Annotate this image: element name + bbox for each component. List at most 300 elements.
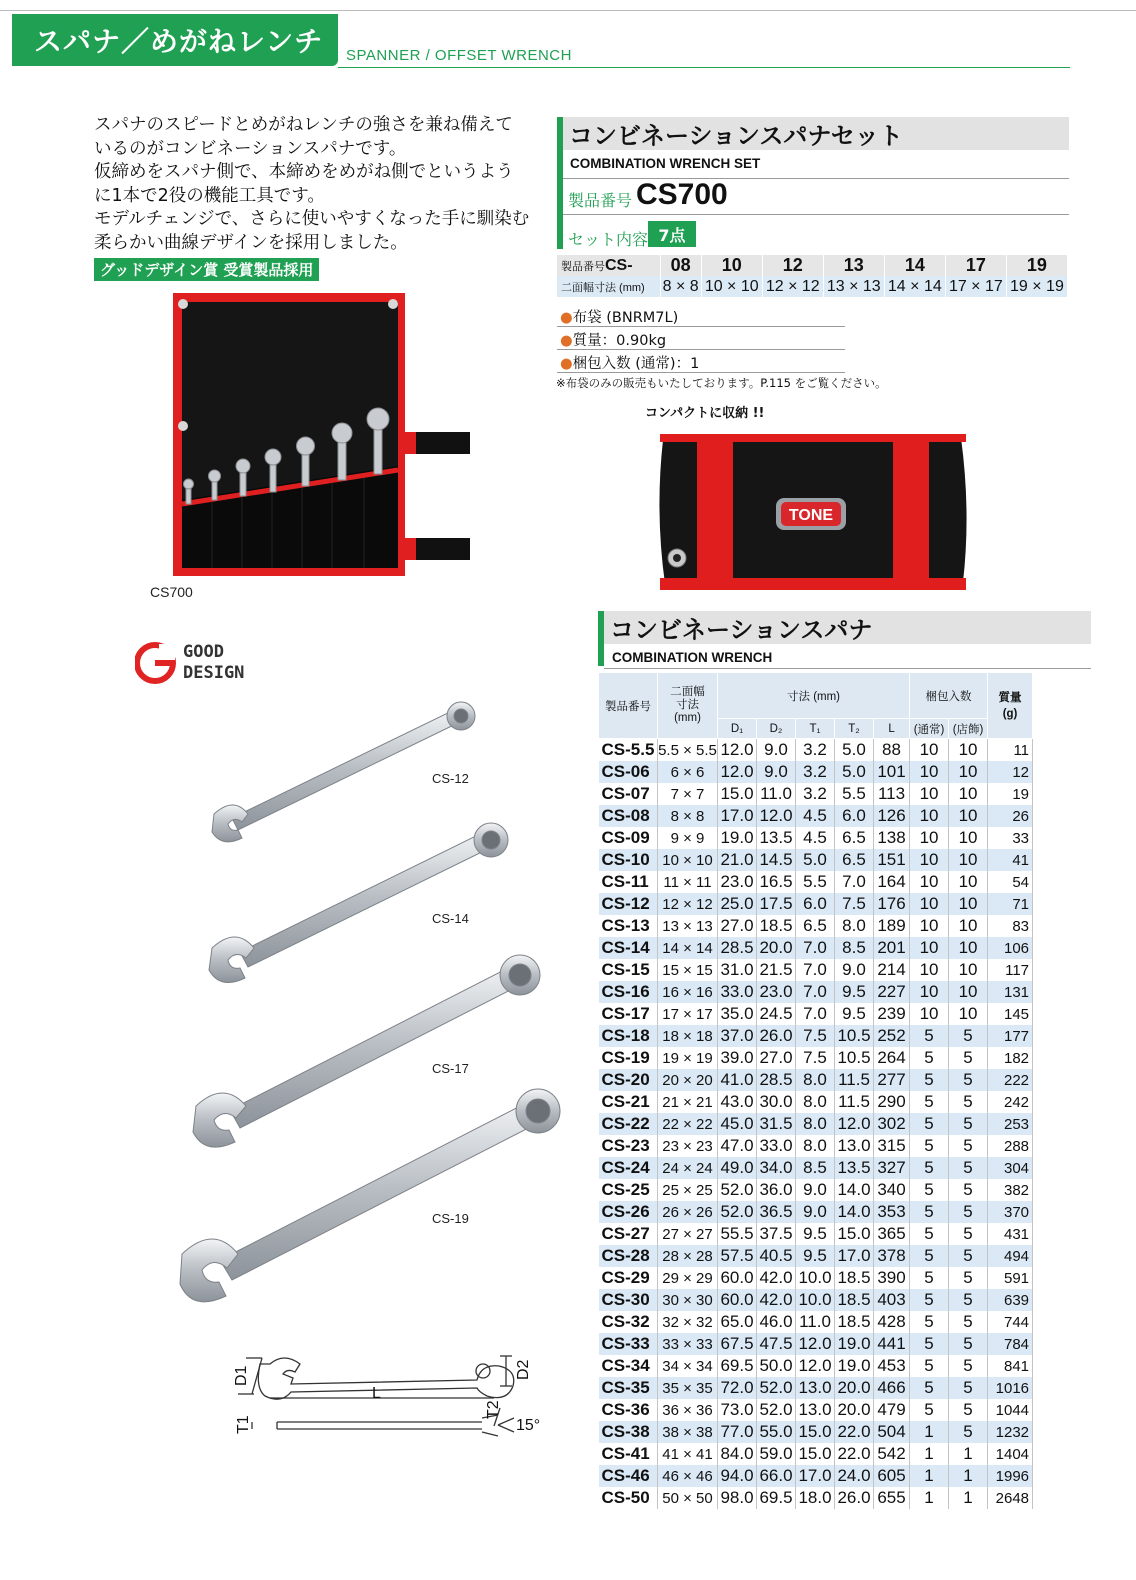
cell-l: 315 [874,1135,910,1157]
cell-pack-store: 10 [949,739,988,762]
cell-t1: 12.0 [796,1333,835,1355]
cell-d1: 25.0 [718,893,757,915]
cell-t1: 8.5 [796,1157,835,1179]
cell-size: 19 × 19 [658,1047,718,1069]
cell-pack-normal: 10 [910,981,949,1003]
cell-t1: 3.2 [796,739,835,762]
cell-code: CS-25 [599,1179,658,1201]
cell-pack-normal: 1 [910,1421,949,1443]
cell-d1: 49.0 [718,1157,757,1179]
table-row [599,1487,1033,1509]
cell-weight: 370 [988,1201,1033,1223]
set-product-no-label: 製品番号 [568,191,633,210]
cell-d2: 55.0 [757,1421,796,1443]
cell-t2: 22.0 [835,1443,874,1465]
cell-t1: 18.0 [796,1487,835,1509]
set-size-code: 19 [1006,255,1067,276]
cell-l: 277 [874,1069,910,1091]
table-row [599,1399,1033,1421]
cell-d1: 52.0 [718,1179,757,1201]
top-rule [0,10,1136,11]
cell-t1: 7.0 [796,959,835,981]
cell-l: 390 [874,1267,910,1289]
cell-d1: 77.0 [718,1421,757,1443]
cell-pack-store: 5 [949,1421,988,1443]
cell-pack-store: 5 [949,1091,988,1113]
cell-l: 605 [874,1465,910,1487]
cell-code: CS-32 [599,1311,658,1333]
cell-pack-store: 10 [949,849,988,871]
set-size-table [557,255,1068,297]
cell-t2: 24.0 [835,1465,874,1487]
cell-t1: 7.0 [796,981,835,1003]
cell-pack-normal: 5 [910,1355,949,1377]
set-contents-label: セット内容 [568,230,649,249]
page-title: スパナ／めがねレンチ [12,14,338,66]
cell-d2: 20.0 [757,937,796,959]
cell-code: CS-21 [599,1091,658,1113]
cell-size: 23 × 23 [658,1135,718,1157]
table-row [599,1201,1033,1223]
cell-code: CS-23 [599,1135,658,1157]
table-row [599,1355,1033,1377]
description-line: モデルチェンジで、さらに使いやすくなった手に馴染む [94,209,530,229]
cell-size: 41 × 41 [658,1443,718,1465]
cell-size: 28 × 28 [658,1245,718,1267]
cell-t2: 5.5 [835,783,874,805]
cell-l: 264 [874,1047,910,1069]
cell-l: 126 [874,805,910,827]
cell-weight: 591 [988,1267,1033,1289]
cell-l: 302 [874,1113,910,1135]
cell-pack-store: 5 [949,1333,988,1355]
cell-weight: 83 [988,915,1033,937]
cell-pack-normal: 10 [910,1003,949,1025]
cell-weight: 26 [988,805,1033,827]
cell-code: CS-38 [599,1421,658,1443]
cell-d2: 36.5 [757,1201,796,1223]
cell-l: 101 [874,761,910,783]
table-row [599,1157,1033,1179]
cell-weight: 242 [988,1091,1033,1113]
set-size-code: 10 [701,255,762,276]
table-row [599,1421,1033,1443]
good-design-logo-icon [135,642,177,684]
cell-code: CS-41 [599,1443,658,1465]
cell-code: CS-16 [599,981,658,1003]
description-line: いるのがコンビネーションスパナです。 [94,138,407,159]
cell-t2: 8.5 [835,937,874,959]
cell-d2: 31.5 [757,1113,796,1135]
cell-d2: 50.0 [757,1355,796,1377]
cell-d1: 45.0 [718,1113,757,1135]
cell-code: CS-15 [599,959,658,981]
cell-t1: 6.0 [796,893,835,915]
cell-weight: 222 [988,1069,1033,1091]
cell-weight: 1016 [988,1377,1033,1399]
header-pack-normal: (通常) [910,719,949,739]
cell-l: 176 [874,893,910,915]
cell-d1: 41.0 [718,1069,757,1091]
header-t2: T₂ [835,719,874,739]
cell-pack-store: 10 [949,805,988,827]
set-bullet: ●質量：0.90kg [560,333,667,349]
table-row [599,893,1033,915]
cell-code: CS-13 [599,915,658,937]
cell-d1: 15.0 [718,783,757,805]
set-title-en: COMBINATION WRENCH SET [570,156,761,171]
cell-d2: 16.5 [757,871,796,893]
cell-weight: 841 [988,1355,1033,1377]
cell-d1: 37.0 [718,1025,757,1047]
header-pack: 梱包入数 [910,673,988,719]
cell-code: CS-24 [599,1157,658,1179]
wrench-rule [604,668,1091,669]
cell-l: 378 [874,1245,910,1267]
cell-size: 46 × 46 [658,1465,718,1487]
cell-d2: 26.0 [757,1025,796,1047]
cell-pack-normal: 5 [910,1201,949,1223]
table-row [599,1047,1033,1069]
table-row [599,827,1033,849]
header-t1: T₁ [796,719,835,739]
cell-l: 655 [874,1487,910,1509]
cell-pack-normal: 10 [910,849,949,871]
dim-label-d1: D1 [233,1365,250,1386]
cell-l: 151 [874,849,910,871]
table-row [599,1135,1033,1157]
cell-size: 29 × 29 [658,1267,718,1289]
cell-weight: 145 [988,1003,1033,1025]
header-weight: 質量 (g) [988,673,1033,739]
table-row [599,1069,1033,1091]
table-row [599,915,1033,937]
cell-pack-normal: 5 [910,1333,949,1355]
cell-pack-store: 1 [949,1465,988,1487]
cell-pack-normal: 5 [910,1113,949,1135]
cell-code: CS-08 [599,805,658,827]
cell-l: 403 [874,1289,910,1311]
cell-weight: 744 [988,1311,1033,1333]
cell-pack-normal: 5 [910,1069,949,1091]
cell-pack-normal: 5 [910,1311,949,1333]
set-size-size: 10 × 10 [701,276,762,297]
wrench-label-cs-17: CS-17 [432,1061,469,1076]
cell-t2: 22.0 [835,1421,874,1443]
cell-pack-store: 10 [949,893,988,915]
cell-l: 113 [874,783,910,805]
cell-d1: 94.0 [718,1465,757,1487]
cell-size: 17 × 17 [658,1003,718,1025]
wrench-label-cs-12: CS-12 [432,771,469,786]
cell-pack-store: 10 [949,981,988,1003]
set-bullet-text: 梱包入数 (通常)：1 [572,356,700,372]
cell-code: CS-33 [599,1333,658,1355]
set-product-no: CS700 [636,178,728,211]
cell-t2: 18.5 [835,1311,874,1333]
set-title: コンビネーションスパナセット [563,117,1069,150]
cell-t1: 9.0 [796,1201,835,1223]
cell-weight: 41 [988,849,1033,871]
cell-weight: 71 [988,893,1033,915]
cell-pack-store: 10 [949,915,988,937]
cell-t2: 14.0 [835,1179,874,1201]
cell-weight: 54 [988,871,1033,893]
cell-weight: 1044 [988,1399,1033,1421]
cell-t2: 11.5 [835,1069,874,1091]
cell-pack-store: 5 [949,1135,988,1157]
wrench-cs-17 [193,955,540,1147]
cell-t2: 10.5 [835,1047,874,1069]
cell-pack-normal: 5 [910,1377,949,1399]
cell-d1: 60.0 [718,1289,757,1311]
cell-pack-store: 5 [949,1223,988,1245]
cell-t2: 19.0 [835,1333,874,1355]
table-row [599,1223,1033,1245]
cell-size: 8 × 8 [658,805,718,827]
cell-d2: 42.0 [757,1289,796,1311]
cell-code: CS-46 [599,1465,658,1487]
cell-l: 189 [874,915,910,937]
cell-t1: 5.5 [796,871,835,893]
cell-code: CS-09 [599,827,658,849]
cell-t1: 3.2 [796,761,835,783]
cell-pack-normal: 10 [910,915,949,937]
set-size-size: 19 × 19 [1006,276,1067,297]
cell-pack-normal: 10 [910,739,949,762]
cell-pack-store: 5 [949,1245,988,1267]
cell-code: CS-10 [599,849,658,871]
wrench-illustrations [170,690,570,1320]
cell-t1: 8.0 [796,1091,835,1113]
cell-pack-normal: 5 [910,1289,949,1311]
cell-d2: 37.5 [757,1223,796,1245]
cell-size: 35 × 35 [658,1377,718,1399]
dim-label-t2: T2 [485,1400,502,1419]
cell-weight: 288 [988,1135,1033,1157]
cell-d1: 12.0 [718,739,757,762]
set-size-code: 08 [660,255,701,276]
cell-pack-store: 5 [949,1113,988,1135]
cell-weight: 106 [988,937,1033,959]
cell-t1: 7.5 [796,1047,835,1069]
table-row [599,761,1033,783]
cell-size: 12 × 12 [658,893,718,915]
cell-weight: 431 [988,1223,1033,1245]
cell-d2: 59.0 [757,1443,796,1465]
cell-d1: 67.5 [718,1333,757,1355]
cell-d2: 36.0 [757,1179,796,1201]
cell-l: 138 [874,827,910,849]
cell-l: 441 [874,1333,910,1355]
cell-d2: 13.5 [757,827,796,849]
cell-size: 14 × 14 [658,937,718,959]
set-size-code: 12 [762,255,823,276]
dim-label-d2: D2 [515,1359,532,1380]
cell-pack-normal: 5 [910,1047,949,1069]
cell-size: 24 × 24 [658,1157,718,1179]
cell-d1: 69.5 [718,1355,757,1377]
cell-d2: 28.5 [757,1069,796,1091]
cell-t2: 6.5 [835,849,874,871]
table-row [599,1113,1033,1135]
dim-label-t1: T1 [235,1415,252,1434]
cell-size: 9 × 9 [658,827,718,849]
set-size-code-cs: CS- [605,256,633,274]
cell-d2: 24.5 [757,1003,796,1025]
cell-code: CS-14 [599,937,658,959]
cell-pack-normal: 10 [910,937,949,959]
header-size: 二面幅 寸法 (mm) [658,673,718,739]
cell-l: 504 [874,1421,910,1443]
cell-d1: 19.0 [718,827,757,849]
cell-d1: 39.0 [718,1047,757,1069]
set-size-code: 14 [884,255,945,276]
cell-t1: 4.5 [796,827,835,849]
cell-pack-store: 5 [949,1069,988,1091]
table-row [599,1465,1033,1487]
description-line: に1本で2役の機能工具です。 [94,185,325,206]
cell-weight: 304 [988,1157,1033,1179]
cell-d2: 52.0 [757,1399,796,1421]
cell-t2: 15.0 [835,1223,874,1245]
cell-size: 27 × 27 [658,1223,718,1245]
cell-pack-store: 10 [949,783,988,805]
cell-d2: 42.0 [757,1267,796,1289]
header-l: L [874,719,910,739]
cell-pack-normal: 5 [910,1179,949,1201]
cell-l: 252 [874,1025,910,1047]
set-size-size: 13 × 13 [823,276,884,297]
table-row [599,1245,1033,1267]
cell-l: 466 [874,1377,910,1399]
cell-size: 36 × 36 [658,1399,718,1421]
cell-pack-store: 10 [949,761,988,783]
cell-size: 50 × 50 [658,1487,718,1509]
cell-code: CS-35 [599,1377,658,1399]
cell-d1: 23.0 [718,871,757,893]
cell-l: 164 [874,871,910,893]
cell-weight: 12 [988,761,1033,783]
cell-size: 34 × 34 [658,1355,718,1377]
cell-l: 365 [874,1223,910,1245]
cell-pack-store: 5 [949,1157,988,1179]
cell-code: CS-06 [599,761,658,783]
cell-weight: 784 [988,1333,1033,1355]
rolled-bag-photo [655,432,975,602]
cell-pack-store: 5 [949,1355,988,1377]
cell-t1: 7.0 [796,937,835,959]
cell-pack-normal: 10 [910,805,949,827]
table-row [599,849,1033,871]
page-subtitle: SPANNER / OFFSET WRENCH [346,47,572,64]
cell-l: 542 [874,1443,910,1465]
table-row [599,1179,1033,1201]
cell-l: 88 [874,739,910,762]
wrench-cs-14 [209,823,508,983]
cell-t2: 20.0 [835,1399,874,1421]
cell-weight: 1404 [988,1443,1033,1465]
cell-pack-normal: 10 [910,893,949,915]
cell-size: 25 × 25 [658,1179,718,1201]
wrench-title: コンビネーションスパナ [604,611,1091,644]
table-row [599,1025,1033,1047]
cell-pack-normal: 1 [910,1487,949,1509]
cell-pack-store: 1 [949,1487,988,1509]
good-design-text [183,642,244,684]
cell-pack-store: 5 [949,1025,988,1047]
set-bullet-rule [557,372,845,373]
cell-l: 327 [874,1157,910,1179]
cell-t2: 11.5 [835,1091,874,1113]
cell-code: CS-22 [599,1113,658,1135]
cell-l: 227 [874,981,910,1003]
cell-t2: 12.0 [835,1113,874,1135]
cell-t2: 5.0 [835,739,874,762]
cell-code: CS-19 [599,1047,658,1069]
table-row [599,959,1033,981]
cell-pack-normal: 5 [910,1091,949,1113]
set-size-size: 12 × 12 [762,276,823,297]
cell-pack-store: 10 [949,827,988,849]
cell-t2: 9.5 [835,1003,874,1025]
cell-t1: 8.0 [796,1135,835,1157]
cell-d1: 57.5 [718,1245,757,1267]
cell-t1: 7.0 [796,1003,835,1025]
cell-pack-store: 5 [949,1267,988,1289]
cell-d2: 47.5 [757,1333,796,1355]
header-d2: D₂ [757,719,796,739]
cell-size: 13 × 13 [658,915,718,937]
set-roll-photo [170,290,480,580]
cell-d2: 18.5 [757,915,796,937]
cell-t1: 8.0 [796,1069,835,1091]
cell-code: CS-5.5 [599,739,658,762]
table-row [599,1003,1033,1025]
dim-label-l: L [372,1385,381,1402]
cell-pack-store: 10 [949,871,988,893]
cell-t1: 12.0 [796,1355,835,1377]
cell-code: CS-18 [599,1025,658,1047]
wrench-label-cs-14: CS-14 [432,911,469,926]
cell-pack-normal: 5 [910,1025,949,1047]
table-row [599,805,1033,827]
cell-size: 15 × 15 [658,959,718,981]
cell-t1: 13.0 [796,1377,835,1399]
cell-l: 428 [874,1311,910,1333]
cell-d2: 40.5 [757,1245,796,1267]
cell-d1: 52.0 [718,1201,757,1223]
cell-t2: 7.0 [835,871,874,893]
cell-code: CS-11 [599,871,658,893]
cell-t2: 5.0 [835,761,874,783]
cell-t2: 26.0 [835,1487,874,1509]
cell-t2: 19.0 [835,1355,874,1377]
good-design-line: DESIGN [183,663,245,683]
cell-pack-store: 5 [949,1311,988,1333]
cell-t1: 3.2 [796,783,835,805]
set-photo-caption: CS700 [150,584,193,600]
award-badge: グッドデザイン賞 受賞製品採用 [94,258,319,281]
cell-d1: 33.0 [718,981,757,1003]
cell-d1: 17.0 [718,805,757,827]
cell-t1: 9.5 [796,1223,835,1245]
cell-d2: 69.5 [757,1487,796,1509]
cell-weight: 177 [988,1025,1033,1047]
cell-d1: 73.0 [718,1399,757,1421]
cell-t1: 17.0 [796,1465,835,1487]
cell-size: 5.5 × 5.5 [658,739,718,762]
